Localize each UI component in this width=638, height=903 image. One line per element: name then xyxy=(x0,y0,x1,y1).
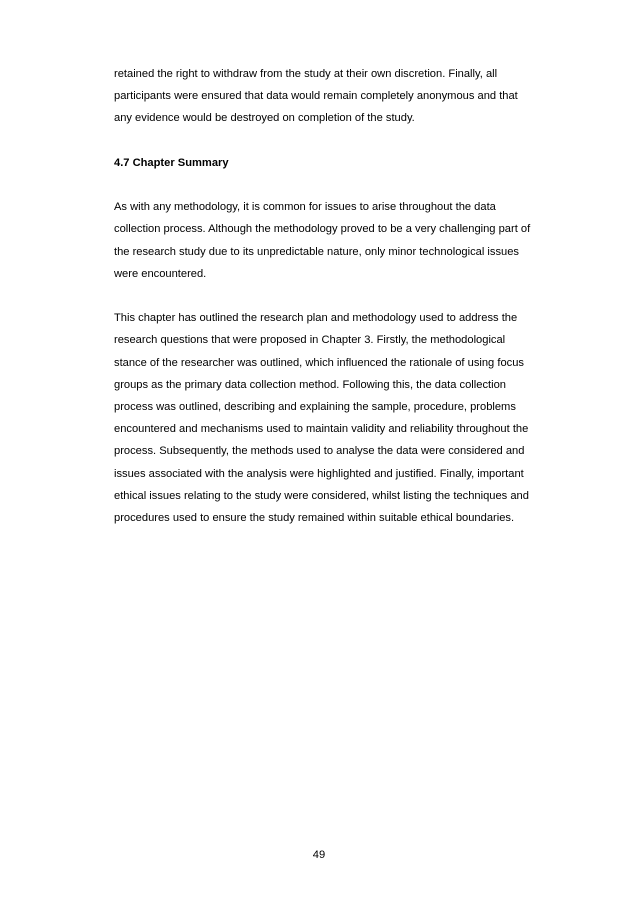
text-line: As with any methodology, it is common for issues to arise throughout the data xyxy=(114,201,496,214)
intro-paragraph xyxy=(114,63,544,130)
page-content xyxy=(114,63,544,529)
text-line: any evidence would be destroyed on completion of the study. xyxy=(114,112,415,125)
text-line: This chapter has outlined the research plan and methodology used to address the xyxy=(114,312,518,325)
issues-paragraph xyxy=(114,196,544,285)
text-line: issues associated with the analysis were highlighted and justified. Finally, important xyxy=(114,467,524,480)
text-line: retained the right to withdraw from the study at their own discretion. Finally, all xyxy=(114,68,498,80)
text-line: groups as the primary data collection method. Following this, the data collection xyxy=(114,378,506,391)
section-heading: 4.7 Chapter Summary xyxy=(114,156,229,169)
text-line: research questions that were proposed in Chapter 3. Firstly, the methodological xyxy=(114,334,506,347)
text-line: process. Subsequently, the methods used to analyse the data were considered and xyxy=(114,445,525,458)
text-line: participants were ensured that data would remain completely anonymous and that xyxy=(114,90,518,103)
text-line: were encountered. xyxy=(114,267,207,280)
paragraph-gap xyxy=(114,130,544,152)
paragraph-gap xyxy=(114,174,544,196)
text-line: procedures used to ensure the study remained within suitable ethical boundaries. xyxy=(114,512,515,525)
text-line: process was outlined, describing and explaining the sample, procedure, problems xyxy=(114,401,516,413)
text-line: encountered and mechanisms used to maintain validity and reliability throughout the xyxy=(114,423,529,436)
paragraph-gap xyxy=(114,285,544,307)
text-line: collection process. Although the methodology proved to be a very challenging part of xyxy=(114,223,531,236)
text-line: stance of the researcher was outlined, which influenced the rationale of using focus xyxy=(114,356,524,369)
text-line: ethical issues relating to the study were considered, whilst listing the techniques and xyxy=(114,489,529,502)
summary-paragraph xyxy=(114,307,544,529)
text-line: the research study due to its unpredictable nature, only minor technological issues xyxy=(114,245,520,258)
page-number: 49 xyxy=(312,849,326,861)
